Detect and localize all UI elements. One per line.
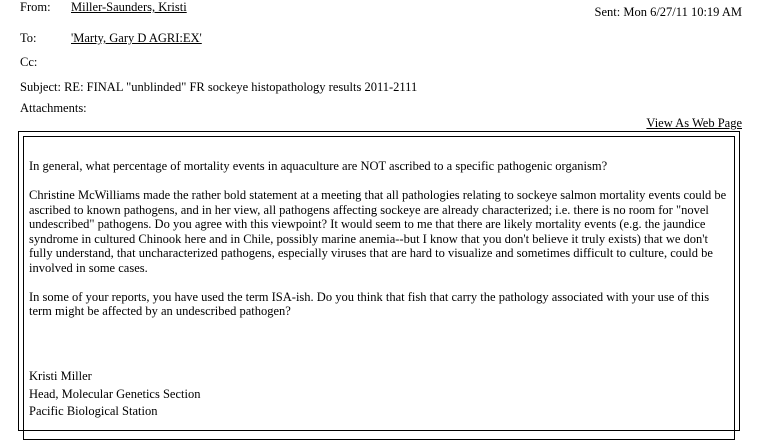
subject-row xyxy=(20,80,417,95)
body-paragraph-2: Christine McWilliams made the rather bold statement at a meeting that all pathologies relating to sockeye salmon mortality events could be ascribed to known pathogens, and in her view, all pathogens affecting sockeye are already characterized; i.e. there is no room for "novel undescribed" pathogens. Do you agree with this viewpoint? It would seem to me that there are likely mortality events (e.g. the jaundice syndrome in cultured Chinook here and in Chile, possibly marine anemia--but I know that you don't believe it truly exists) that we don't fully understand, that uncharacterized pathogens, especially viruses that are hard to visualize and sometimes difficult to culture, could be involved in some cases. xyxy=(29,188,727,275)
signature-name: Kristi Miller xyxy=(29,369,92,383)
sent-label: Sent: xyxy=(594,5,621,19)
body-paragraph-3: In some of your reports, you have used the term ISA-ish. Do you think that fish that carry the pathology associated with your use of this term might be affected by an undescribed pathogen? xyxy=(29,289,710,318)
view-as-web-page-link[interactable]: View As Web Page xyxy=(646,116,742,130)
subject-value: RE: FINAL "unblinded" FR sockeye histopathology results 2011-2111 xyxy=(64,80,418,94)
to-label: To: xyxy=(20,31,37,45)
attachments-label: Attachments: xyxy=(20,101,87,115)
subject-label: Subject: xyxy=(20,80,61,94)
message-body xyxy=(29,159,734,333)
signature-block xyxy=(29,368,200,421)
signature-organization: Pacific Biological Station xyxy=(29,404,158,418)
from-label: From: xyxy=(20,0,51,14)
sent-value: Mon 6/27/11 10:19 AM xyxy=(623,5,742,19)
sent-field xyxy=(595,5,742,20)
to-value[interactable]: 'Marty, Gary D AGRI:EX' xyxy=(71,31,202,45)
body-paragraph-1: In general, what percentage of mortality events in aquaculture are NOT ascribed to a specific pathogenic organism? xyxy=(29,159,608,173)
cc-label: Cc: xyxy=(20,55,38,69)
signature-title: Head, Molecular Genetics Section xyxy=(29,386,201,401)
from-value[interactable]: Miller-Saunders, Kristi xyxy=(71,0,187,14)
